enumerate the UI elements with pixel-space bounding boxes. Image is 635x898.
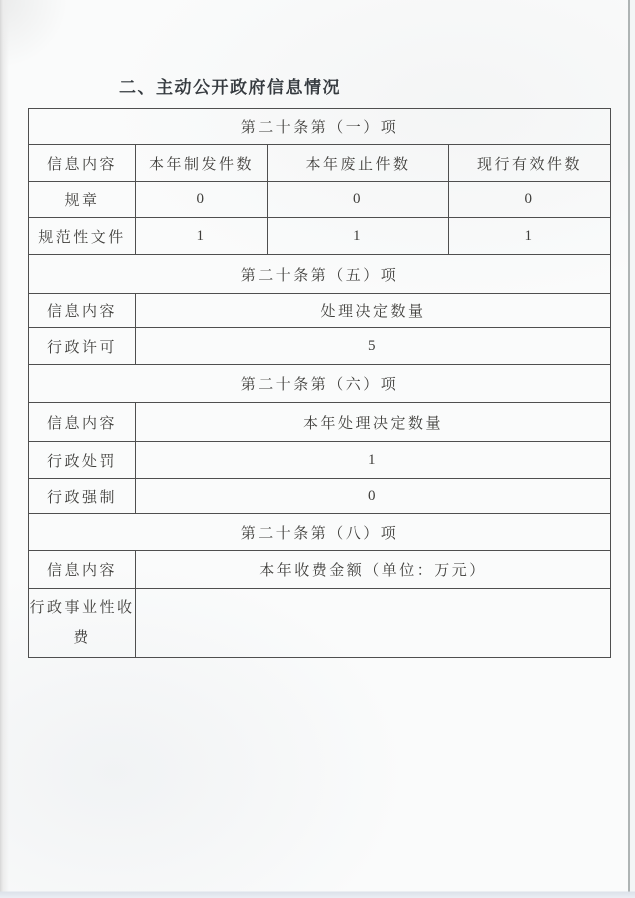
table-row (29, 328, 611, 365)
column-header: 处理决定数量 (136, 294, 611, 328)
column-header: 信息内容 (29, 294, 136, 328)
column-header: 现行有效件数 (449, 145, 611, 182)
value-cell: 1 (136, 442, 611, 479)
page-title: 二、主动公开政府信息情况 (119, 78, 341, 97)
column-header: 信息内容 (29, 403, 136, 442)
section-heading-item5: 第二十条第（五）项 (29, 255, 611, 294)
value-cell: 1 (268, 218, 449, 255)
column-header: 信息内容 (29, 145, 136, 182)
value-cell: 0 (449, 182, 611, 218)
column-header: 本年制发件数 (136, 145, 268, 182)
scan-edge-bottom-shadow (0, 891, 635, 898)
row-label: 行政强制 (29, 479, 136, 514)
scan-edge-left-shadow (0, 0, 9, 898)
section-heading-item8: 第二十条第（八）项 (29, 514, 611, 551)
value-cell (136, 589, 611, 658)
row-label: 规范性文件 (29, 218, 136, 255)
value-cell: 1 (136, 218, 268, 255)
value-cell: 0 (136, 479, 611, 514)
column-header: 本年收费金额（单位：万元） (136, 551, 611, 589)
row-label: 行政处罚 (29, 442, 136, 479)
column-header: 信息内容 (29, 551, 136, 589)
value-cell: 0 (136, 182, 268, 218)
column-header: 本年废止件数 (268, 145, 449, 182)
table-row (29, 442, 611, 479)
value-cell: 1 (449, 218, 611, 255)
info-disclosure-table (28, 108, 611, 658)
table-row (29, 479, 611, 514)
section-heading-item6: 第二十条第（六）项 (29, 365, 611, 403)
row-label: 行政许可 (29, 328, 136, 365)
row-label: 规章 (29, 182, 136, 218)
table-row (29, 218, 611, 255)
scan-edge-right-line (628, 0, 630, 898)
column-header: 本年处理决定数量 (136, 403, 611, 442)
table-row (29, 182, 611, 218)
table-row (29, 589, 611, 658)
section-heading-item1: 第二十条第（一）项 (29, 109, 611, 145)
row-label: 行政事业性收费 (29, 589, 136, 658)
value-cell: 0 (268, 182, 449, 218)
scan-edge-right-margin (630, 0, 635, 898)
value-cell: 5 (136, 328, 611, 365)
